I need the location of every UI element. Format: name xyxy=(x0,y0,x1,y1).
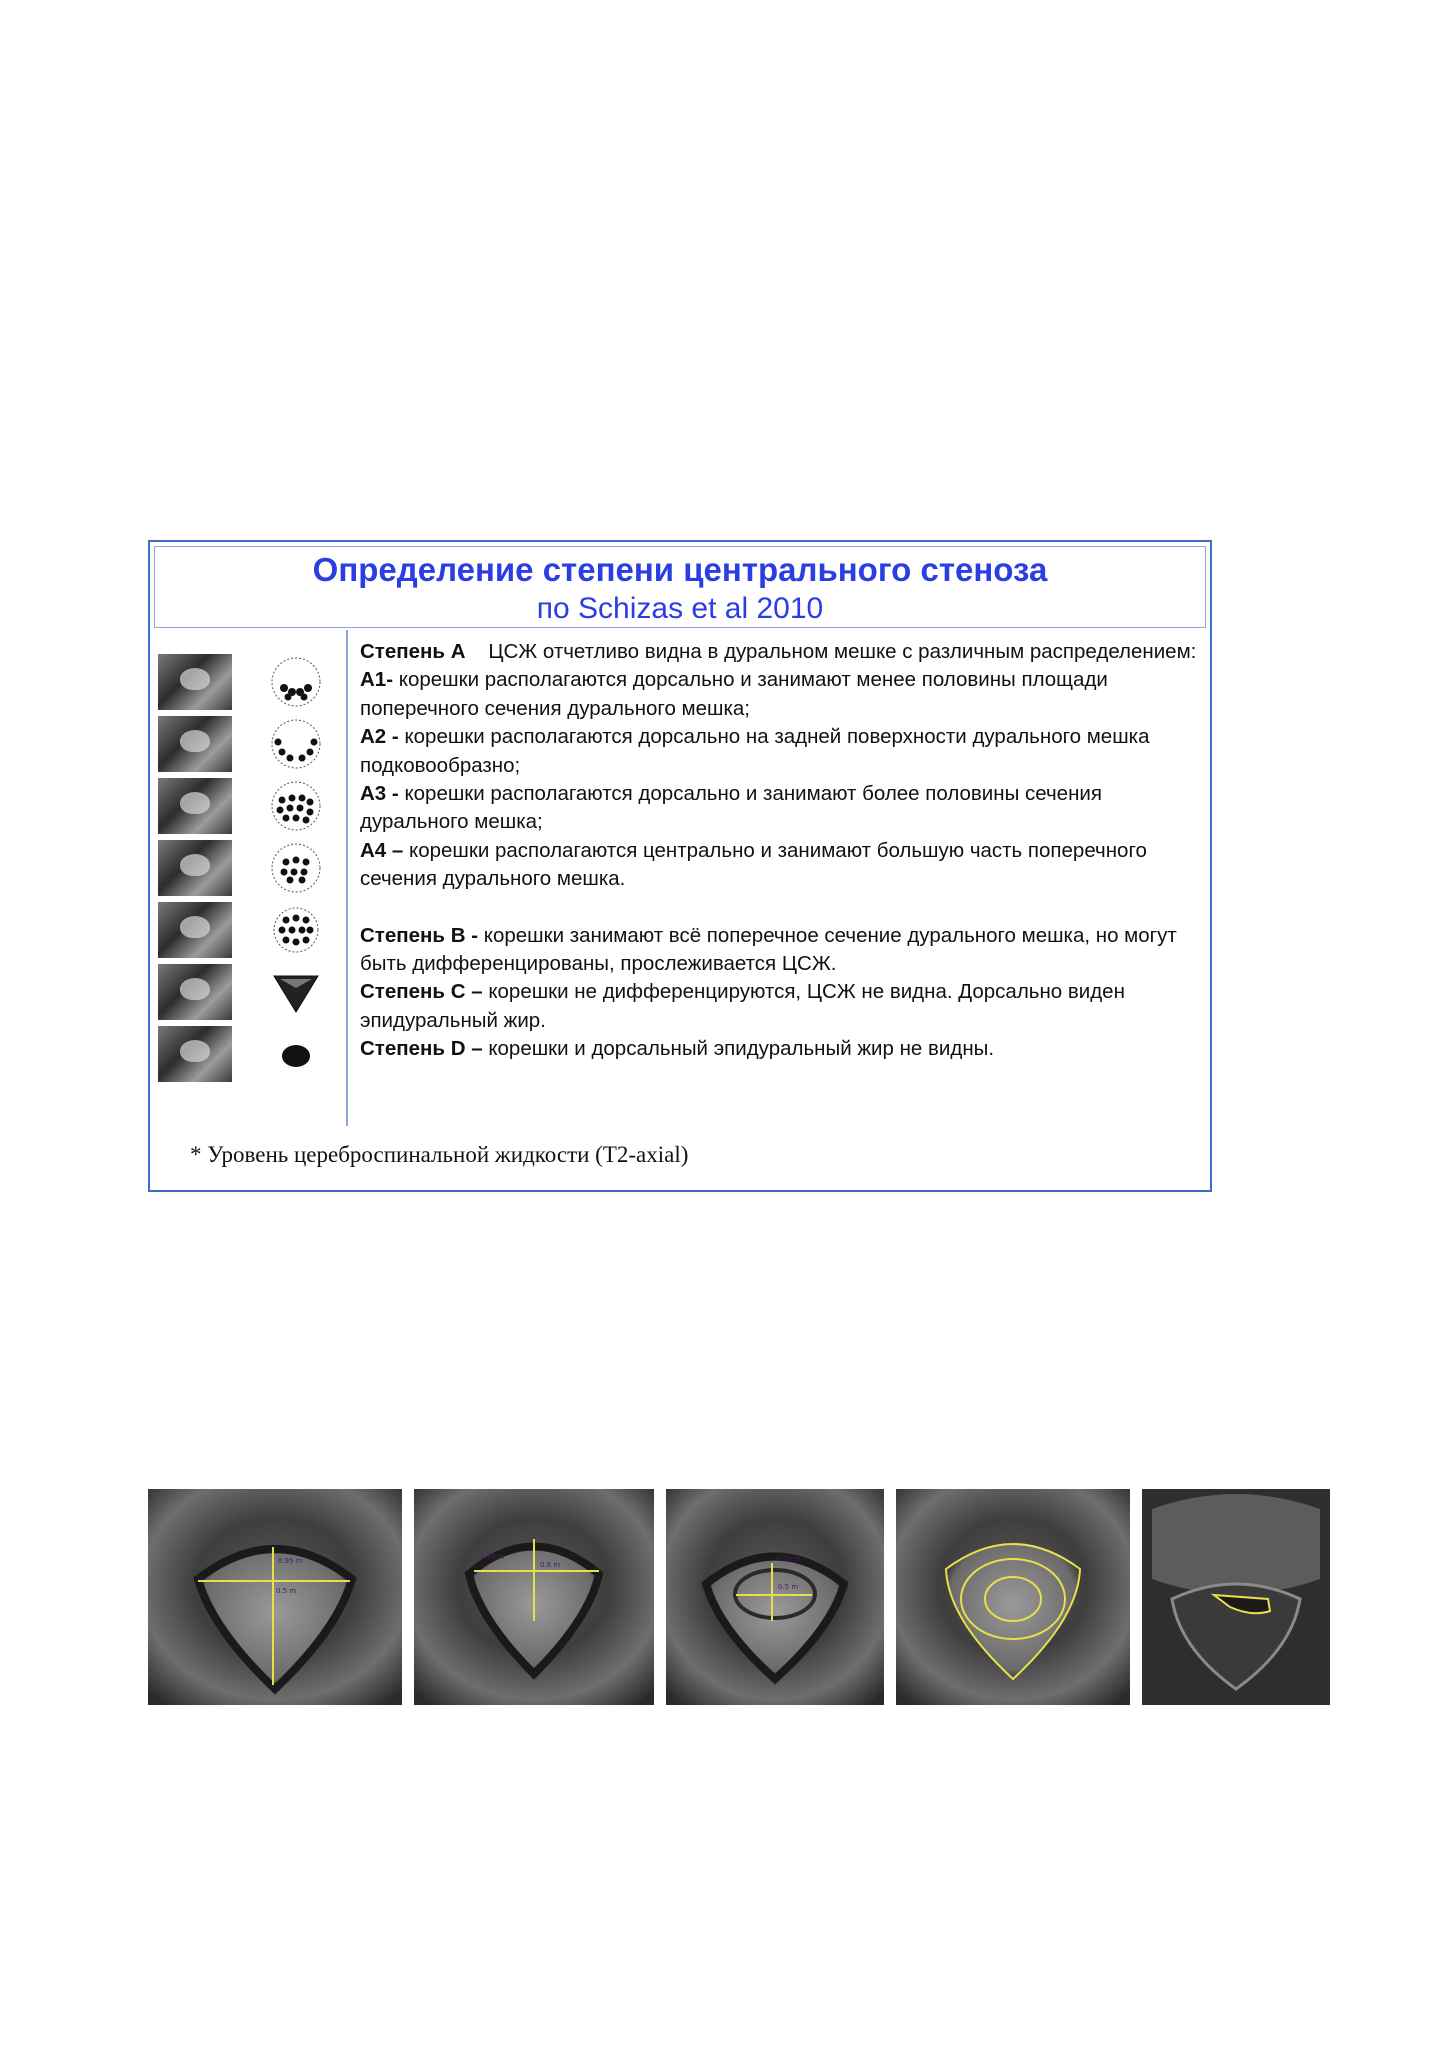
grade-a3-text: корешки располагаются дорсально и занимают более половины сечения дурального мешка; xyxy=(360,782,1102,834)
mri-image-1 xyxy=(148,1489,402,1705)
illustration-row-a1 xyxy=(154,652,344,712)
dural-sac-diagram xyxy=(264,838,328,898)
svg-text:0.95 m: 0.95 m xyxy=(278,1557,303,1565)
grade-descriptions xyxy=(360,638,1200,1064)
mri-image-3 xyxy=(666,1489,884,1705)
grade-a4-label: А4 – xyxy=(360,838,404,862)
mri-image-2 xyxy=(414,1489,654,1705)
svg-text:0.5 m: 0.5 m xyxy=(276,1587,297,1595)
grade-a-label: Степень А xyxy=(360,640,466,663)
mri-thumbnail xyxy=(158,1026,232,1082)
mri-thumbnail xyxy=(158,654,232,710)
grade-a-text: ЦСЖ отчетливо видна в дуральном мешке с различным распределением: xyxy=(488,640,1197,663)
illustration-row-a4 xyxy=(154,838,344,898)
illustration-row-a3 xyxy=(154,776,344,836)
grade-a2 xyxy=(360,723,1200,780)
grade-b xyxy=(360,922,1200,979)
grade-a1-label: А1- xyxy=(360,668,394,692)
dural-sac-diagram xyxy=(264,900,328,960)
dural-sac-diagram xyxy=(264,652,328,712)
illustration-row-b xyxy=(154,900,344,960)
mri-thumbnail xyxy=(158,964,232,1020)
grade-c-text: корешки не дифференцируются, ЦСЖ не видна. Дорсально виден эпидуральный жир. xyxy=(360,980,1125,1032)
dural-sac-diagram xyxy=(264,962,328,1022)
illustration-row-a2 xyxy=(154,714,344,774)
grade-d xyxy=(360,1035,1200,1063)
mri-thumbnail xyxy=(158,902,232,958)
grade-a3-label: А3 - xyxy=(360,782,399,806)
dural-sac-diagram xyxy=(264,1024,328,1084)
column-divider xyxy=(346,630,348,1126)
mri-image-5 xyxy=(1142,1489,1330,1705)
grade-c-label: Степень С – xyxy=(360,980,483,1004)
grade-a4-text: корешки располагаются центрально и занимают большую часть поперечного сечения дурального мешка. xyxy=(360,838,1147,891)
footnote: * Уровень цереброспинальной жидкости (T2-axial) xyxy=(190,1142,689,1167)
grade-b-label: Степень В - xyxy=(360,923,479,947)
mri-thumbnail xyxy=(158,778,232,834)
grade-a4 xyxy=(360,837,1200,894)
svg-text:0.70 m: 0.70 m xyxy=(776,1555,801,1563)
grade-d-text: корешки и дорсальный эпидуральный жир не видны. xyxy=(488,1037,995,1061)
slide-title: Определение степени центрального стеноза xyxy=(312,551,1048,588)
grade-a1 xyxy=(360,666,1200,723)
slide-subtitle: по Schizas et al 2010 xyxy=(536,592,824,625)
schizas-classification-slide xyxy=(148,540,1212,1192)
svg-text:1.76 m: 1.76 m xyxy=(480,1553,505,1561)
svg-text:0.5 m: 0.5 m xyxy=(778,1583,799,1591)
dural-sac-diagram xyxy=(264,714,328,774)
mri-thumbnail xyxy=(158,840,232,896)
grade-c xyxy=(360,978,1200,1035)
illustration-row-c xyxy=(154,962,344,1022)
grade-a2-text: корешки располагаются дорсально на задней поверхности дурального мешка подковообразно; xyxy=(360,725,1150,777)
slide-header xyxy=(154,546,1206,628)
grade-illustrations xyxy=(154,652,344,1122)
illustration-row-d xyxy=(154,1024,344,1084)
grade-a3 xyxy=(360,780,1200,837)
mri-image-4 xyxy=(896,1489,1130,1705)
grade-a2-label: А2 - xyxy=(360,725,399,749)
grade-a1-text: корешки располагаются дорсально и занимают менее половины площади поперечного сечения дурального мешка; xyxy=(360,668,1108,720)
grade-a xyxy=(360,638,1200,666)
svg-text:0.8 m: 0.8 m xyxy=(540,1561,561,1569)
grade-d-label: Степень D – xyxy=(360,1037,483,1061)
grade-b-text: корешки занимают всё поперечное сечение дурального мешка, но могут быть дифференцированы, прослеживается ЦСЖ. xyxy=(360,923,1177,976)
mri-measurement-strip xyxy=(148,1489,1330,1705)
dural-sac-diagram xyxy=(264,776,328,836)
mri-thumbnail xyxy=(158,716,232,772)
